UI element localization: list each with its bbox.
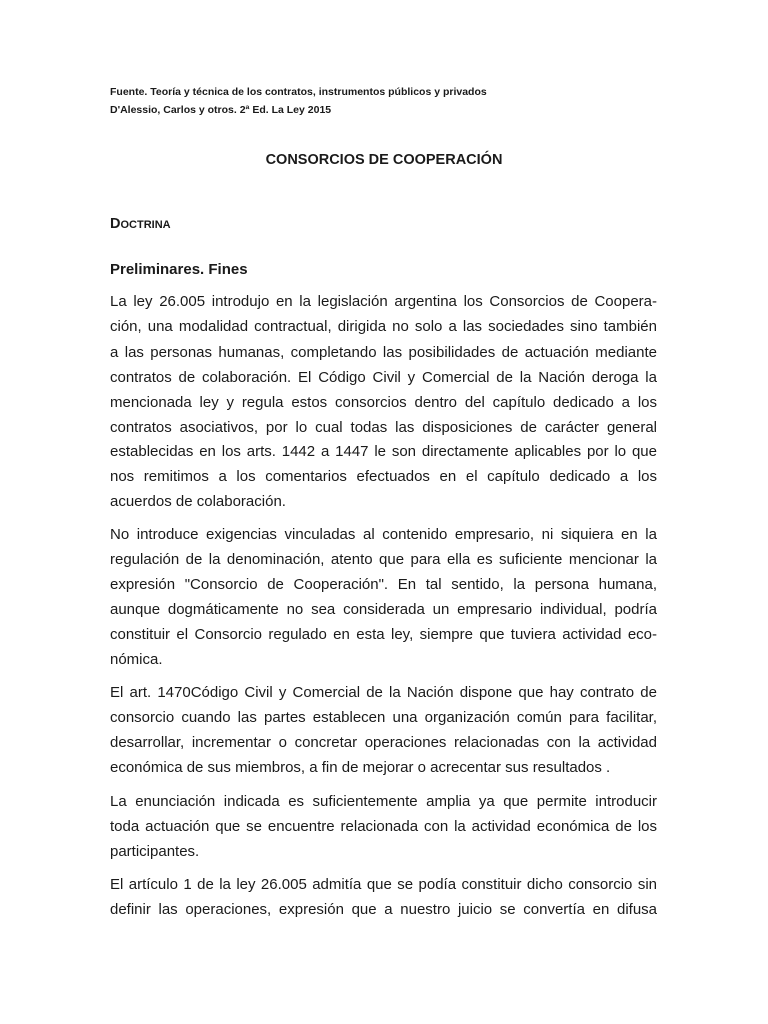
body-line: toda actuación que se encuentre relacionada con la actividad económica de los [110,818,657,835]
subheading: Preliminares. Fines [110,261,248,278]
body-line: expresión "Consorcio de Cooperación". En tal sentido, la persona humana, [110,576,657,593]
body-line: contratos de colaboración. El Código Civil y Comercial de la Nación deroga la [110,369,657,386]
source-citation-line-1: Fuente. Teoría y técnica de los contratos, instrumentos públicos y privados [110,86,487,98]
section-heading-initial: D [110,216,121,232]
body-line: consorcio cuando las partes establecen una organización común para facilitar, [110,709,657,726]
body-line: mencionada ley y regula estos consorcios dentro del capítulo dedicado a los [110,394,657,411]
section-heading [110,215,171,232]
body-line: constituir el Consorcio regulado en esta ley, siempre que tuviera actividad eco- [110,626,657,643]
body-line: a las personas humanas, completando las posibilidades de actuación mediante [110,344,657,361]
body-line: nos remitimos a los comentarios efectuados en el capítulo dedicado a los [110,468,657,485]
body-line: La ley 26.005 introdujo en la legislación argentina los Consorcios de Coopera- [110,293,657,310]
section-heading-rest: OCTRINA [120,219,171,231]
body-line: establecidas en los arts. 1442 a 1447 le son directamente aplicables por lo que [110,443,657,460]
body-line: definir las operaciones, expresión que a nuestro juicio se convertía en difusa [110,901,657,918]
body-line: El art. 1470Código Civil y Comercial de la Nación dispone que hay contrato de [110,684,657,701]
body-line: desarrollar, incrementar o concretar operaciones relacionadas con la actividad [110,734,657,751]
body-line: nómica. [110,651,163,668]
body-line: acuerdos de colaboración. [110,493,286,510]
body-line: aunque dogmáticamente no sea considerada un empresario individual, podría [110,601,657,618]
body-line: económica de sus miembros, a fin de mejorar o acrecentar sus resultados . [110,759,611,776]
body-line: El artículo 1 de la ley 26.005 admitía que se podía constituir dicho consorcio sin [110,876,657,893]
body-line: participantes. [110,843,200,860]
source-citation-line-2: D'Alessio, Carlos y otros. 2ª Ed. La Ley 2015 [110,104,332,116]
body-line: regulación de la denominación, atento que para ella es suficiente mencionar la [110,551,657,568]
body-line: contratos asociativos, por lo cual todas las disposiciones de carácter general [110,419,657,436]
document-title: CONSORCIOS DE COOPERACIÓN [265,152,503,168]
body-line: ción, una modalidad contractual, dirigida no solo a las sociedades sino también [110,318,657,335]
body-line: La enunciación indicada es suficientemente amplia ya que permite introducir [110,793,657,810]
body-line: No introduce exigencias vinculadas al contenido empresario, ni siquiera en la [110,526,657,543]
